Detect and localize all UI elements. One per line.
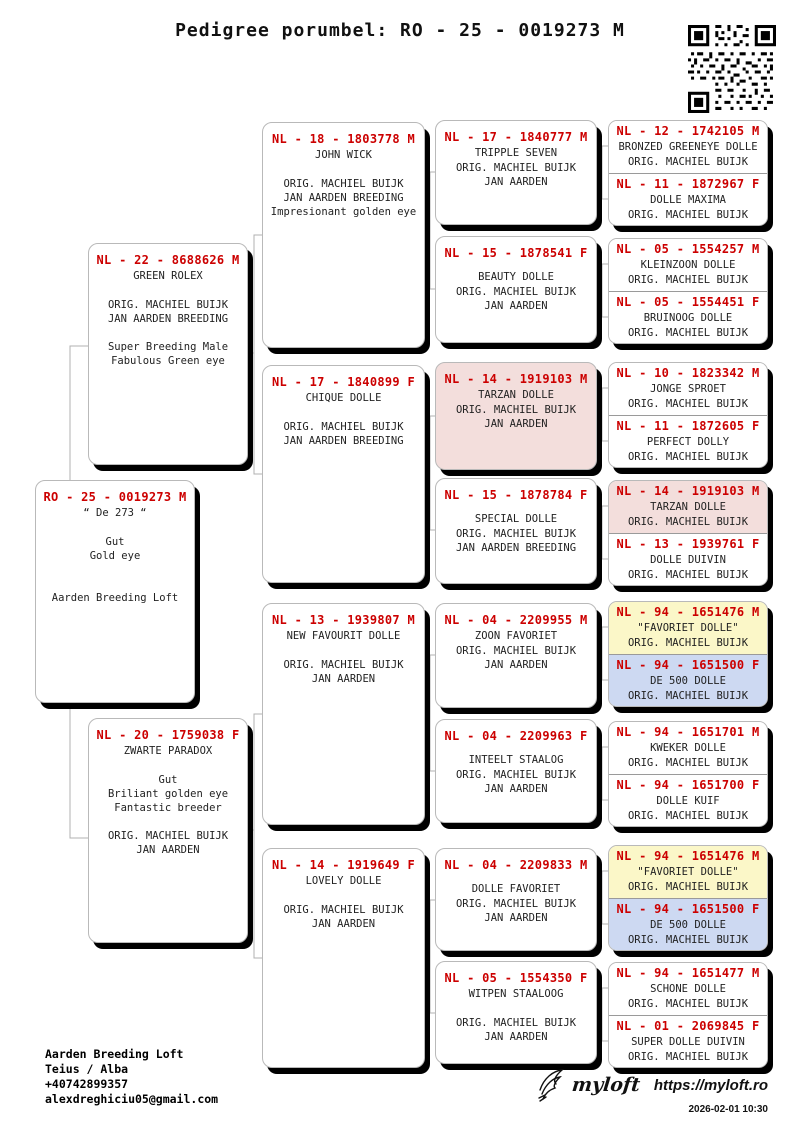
pigeon-name: LOVELY DOLLE: [305, 875, 382, 887]
pigeon-name: DE 500 DOLLE: [650, 675, 726, 687]
ring-number: NL - 05 - 1554350 F: [444, 971, 588, 985]
pigeon-name: DOLLE MAXIMA: [650, 194, 726, 206]
pedigree-box-gggp-2: [609, 173, 767, 225]
origin-line: ORIG. MACHIEL BUIJK: [627, 1051, 749, 1063]
pedigree-box-ggp-1: [435, 120, 597, 225]
origin-line: [436, 1002, 596, 1016]
ring-number: NL - 17 - 1840777 M: [444, 130, 588, 144]
info-line: Super Breeding Male: [107, 341, 229, 353]
info-line: [36, 577, 194, 591]
info-line: [89, 759, 247, 773]
pigeon-name: SUPER DOLLE DUIVIN: [631, 1036, 745, 1048]
info-line: [263, 644, 424, 658]
ring-number: NL - 04 - 2209833 M: [444, 858, 588, 872]
origin-line: ORIG. MACHIEL BUIJK: [455, 286, 577, 298]
pedigree-box-gp-1: [262, 122, 425, 348]
pedigree-box-ggp-7: [435, 848, 597, 951]
origin-line: ORIG. MACHIEL BUIJK: [627, 569, 749, 581]
pedigree-box-gggp-10: [609, 654, 767, 706]
info-line: JAN AARDEN: [136, 844, 200, 856]
myloft-brand: myloft: [570, 1074, 641, 1096]
ring-number: NL - 04 - 2209963 F: [444, 729, 588, 743]
ring-number: NL - 05 - 1554257 M: [616, 242, 760, 256]
info-line: Fabulous Green eye: [111, 355, 225, 367]
ring-number: NL - 94 - 1651476 M: [616, 605, 760, 619]
pigeon-name: JONGE SPROET: [650, 383, 726, 395]
origin-line: ORIG. MACHIEL BUIJK: [627, 998, 749, 1010]
ring-number: NL - 94 - 1651701 M: [616, 725, 760, 739]
pedigree-box-ggp-6: [435, 719, 597, 823]
ring-number: NL - 15 - 1878541 F: [444, 246, 588, 260]
origin-line: ORIG. MACHIEL BUIJK: [627, 810, 749, 822]
pedigree-box-gp-2: [262, 365, 425, 583]
pigeon-name: BRONZED GREENEYE DOLLE: [618, 141, 758, 153]
info-line: JAN AARDEN: [311, 918, 376, 930]
pedigree-box-father: [88, 243, 248, 465]
pedigree-box-ggp-3: [435, 362, 597, 470]
info-line: Impresionant golden eye: [270, 206, 417, 218]
origin-line: ORIG. MACHIEL BUIJK: [627, 451, 749, 463]
pedigree-box-ggp-4: [435, 478, 597, 584]
print-timestamp: 2026-02-01 10:30: [688, 1104, 768, 1115]
pigeon-name: JOHN WICK: [315, 149, 372, 161]
ring-number: NL - 15 - 1878784 F: [444, 488, 588, 502]
pigeon-name: DE 500 DOLLE: [650, 919, 726, 931]
ring-number: NL - 18 - 1803778 M: [272, 132, 415, 146]
pigeon-name: KLEINZOON DOLLE: [640, 259, 736, 271]
info-line: JAN AARDEN BREEDING: [283, 192, 404, 204]
pedigree-box-gggp-6: [609, 415, 767, 467]
info-line: [89, 326, 247, 340]
origin-line: ORIG. MACHIEL BUIJK: [627, 156, 749, 168]
pigeon-name: "FAVORIET DOLLE": [637, 622, 739, 634]
gen4-pair-6: [608, 721, 768, 827]
pedigree-box-gp-4: [262, 848, 425, 1068]
pigeon-name: "FAVORIET DOLLE": [637, 866, 739, 878]
origin-line: ORIG. MACHIEL BUIJK: [627, 274, 749, 286]
ring-number: NL - 05 - 1554451 F: [616, 295, 760, 309]
pigeon-name: BEAUTY DOLLE: [478, 271, 554, 283]
pedigree-box-gggp-5: [609, 363, 767, 415]
info-line: ORIG. MACHIEL BUIJK: [283, 178, 404, 190]
info-line: Gold eye: [89, 550, 141, 562]
pedigree-box-gggp-12: [609, 774, 767, 826]
ring-number: NL - 94 - 1651476 M: [616, 849, 760, 863]
pigeon-name: NEW FAVOURIT DOLLE: [286, 630, 401, 642]
pedigree-box-gggp-13: [609, 846, 767, 898]
pedigree-box-gp-3: [262, 603, 425, 825]
ring-number: NL - 14 - 1919103 M: [444, 372, 588, 386]
origin-line: ORIG. MACHIEL BUIJK: [455, 528, 577, 540]
info-line: ORIG. MACHIEL BUIJK: [107, 830, 229, 842]
loft-location: Teius / Alba: [45, 1062, 129, 1076]
pigeon-name: DOLLE KUIF: [656, 795, 720, 807]
origin-line: ORIG. MACHIEL BUIJK: [455, 769, 577, 781]
origin-line: ORIG. MACHIEL BUIJK: [627, 881, 749, 893]
ring-number: NL - 04 - 2209955 M: [444, 613, 588, 627]
pedigree-box-ggp-8: [435, 961, 597, 1064]
info-line: [36, 563, 194, 577]
info-line: Fantastic breeder: [114, 802, 222, 814]
info-line: ORIG. MACHIEL BUIJK: [283, 659, 404, 671]
breeder-contact: [45, 1047, 218, 1107]
info-line: ORIG. MACHIEL BUIJK: [283, 421, 404, 433]
info-line: [263, 889, 424, 903]
info-line: [263, 406, 424, 420]
origin-line: ORIG. MACHIEL BUIJK: [627, 516, 749, 528]
pedigree-box-gggp-11: [609, 722, 767, 774]
pedigree-box-gggp-7: [609, 481, 767, 533]
pigeon-name: “ De 273 “: [83, 507, 147, 519]
info-line: ORIG. MACHIEL BUIJK: [283, 904, 404, 916]
pedigree-box-mother: [88, 718, 248, 943]
origin-line: ORIG. MACHIEL BUIJK: [455, 898, 577, 910]
loft-name: Aarden Breeding Loft: [45, 1047, 184, 1061]
ring-number: NL - 94 - 1651500 F: [616, 658, 760, 672]
pigeon-name: TRIPPLE SEVEN: [474, 147, 558, 159]
pigeon-name: ZWARTE PARADOX: [123, 745, 213, 757]
origin-line: ORIG. MACHIEL BUIJK: [627, 209, 749, 221]
loft-phone: +40742899357: [45, 1077, 129, 1091]
origin-line: JAN AARDEN BREEDING: [455, 542, 577, 554]
origin-line: JAN AARDEN: [484, 176, 548, 188]
ring-number: NL - 12 - 1742105 M: [616, 124, 760, 138]
pigeon-name: TARZAN DOLLE: [478, 389, 554, 401]
ring-number: NL - 17 - 1840899 F: [272, 375, 415, 389]
gen4-pair-2: [608, 238, 768, 344]
origin-line: ORIG. MACHIEL BUIJK: [455, 404, 577, 416]
pigeon-name: INTEELT STAALOG: [468, 754, 564, 766]
origin-line: ORIG. MACHIEL BUIJK: [627, 934, 749, 946]
origin-line: ORIG. MACHIEL BUIJK: [627, 398, 749, 410]
pigeon-name: ZOON FAVORIET: [474, 630, 558, 642]
origin-line: ORIG. MACHIEL BUIJK: [455, 645, 577, 657]
ring-number: NL - 11 - 1872967 F: [616, 177, 760, 191]
origin-line: ORIG. MACHIEL BUIJK: [455, 1017, 577, 1029]
info-line: JAN AARDEN BREEDING: [107, 313, 229, 325]
origin-line: ORIG. MACHIEL BUIJK: [627, 690, 749, 702]
pigeon-name: DOLLE DUIVIN: [650, 554, 726, 566]
pigeon-name: GREEN ROLEX: [133, 270, 203, 282]
myloft-footer: [536, 1068, 768, 1115]
pedigree-box-gggp-14: [609, 898, 767, 950]
origin-line: JAN AARDEN: [484, 1031, 548, 1043]
info-line: [89, 815, 247, 829]
info-line: [89, 284, 247, 298]
ring-number: NL - 14 - 1919103 M: [616, 484, 760, 498]
origin-line: ORIG. MACHIEL BUIJK: [627, 327, 749, 339]
gen4-pair-7: [608, 845, 768, 951]
origin-line: JAN AARDEN: [484, 418, 548, 430]
info-line: Briliant golden eye: [107, 788, 229, 800]
origin-line: ORIG. MACHIEL BUIJK: [627, 757, 749, 769]
ring-number: NL - 13 - 1939761 F: [616, 537, 760, 551]
myloft-url[interactable]: https://myloft.ro: [653, 1076, 768, 1094]
info-line: [263, 163, 424, 177]
pigeon-name: KWEKER DOLLE: [650, 742, 726, 754]
info-line: Gut: [158, 774, 178, 786]
ring-number: NL - 01 - 2069845 F: [616, 1019, 760, 1033]
gen4-pair-3: [608, 362, 768, 468]
pedigree-box-gggp-16: [609, 1015, 767, 1067]
loft-email: alexdreghiciu05@gmail.com: [45, 1092, 219, 1106]
gen4-pair-4: [608, 480, 768, 586]
gen4-pair-8: [608, 962, 768, 1068]
ring-number: NL - 94 - 1651500 F: [616, 902, 760, 916]
pigeon-name: WITPEN STAALOOG: [468, 988, 564, 1000]
ring-number: NL - 13 - 1939807 M: [272, 613, 415, 627]
origin-line: JAN AARDEN: [484, 912, 548, 924]
ring-number: NL - 14 - 1919649 F: [272, 858, 415, 872]
info-line: JAN AARDEN: [311, 673, 376, 685]
pigeon-name: SCHONE DOLLE: [650, 983, 726, 995]
origin-line: ORIG. MACHIEL BUIJK: [455, 162, 577, 174]
pedigree-box-gggp-15: [609, 963, 767, 1015]
gen4-pair-1: [608, 120, 768, 226]
pedigree-box-gggp-3: [609, 239, 767, 291]
origin-line: ORIG. MACHIEL BUIJK: [627, 637, 749, 649]
ring-number: RO - 25 - 0019273 M: [43, 490, 187, 504]
pigeon-name: TARZAN DOLLE: [650, 501, 726, 513]
ring-number: NL - 22 - 8688626 M: [96, 253, 240, 267]
info-line: ORIG. MACHIEL BUIJK: [107, 299, 229, 311]
ring-number: NL - 20 - 1759038 F: [96, 728, 240, 742]
myloft-pigeon-logo-icon: [536, 1068, 566, 1102]
origin-line: JAN AARDEN: [484, 783, 548, 795]
pedigree-box-gggp-9: [609, 602, 767, 654]
pigeon-name: PERFECT DOLLY: [646, 436, 730, 448]
pigeon-name: DOLLE FAVORIET: [471, 883, 561, 895]
pedigree-box-ggp-2: [435, 236, 597, 343]
pedigree-box-subject: [35, 480, 195, 703]
ring-number: NL - 94 - 1651700 F: [616, 778, 760, 792]
ring-number: NL - 94 - 1651477 M: [616, 966, 760, 980]
ring-number: NL - 10 - 1823342 M: [616, 366, 760, 380]
pigeon-name: SPECIAL DOLLE: [474, 513, 558, 525]
pigeon-name: BRUINOOG DOLLE: [643, 312, 733, 324]
gen4-pair-5: [608, 601, 768, 707]
origin-line: JAN AARDEN: [484, 300, 548, 312]
pedigree-box-gggp-4: [609, 291, 767, 343]
pedigree-box-gggp-8: [609, 533, 767, 585]
info-line: Aarden Breeding Loft: [51, 592, 179, 604]
pedigree-box-gggp-1: [609, 121, 767, 173]
pedigree-box-ggp-5: [435, 603, 597, 708]
pigeon-name: CHIQUE DOLLE: [305, 392, 382, 404]
info-line: Gut: [105, 536, 125, 548]
info-line: JAN AARDEN BREEDING: [283, 435, 404, 447]
page-title: Pedigree porumbel: RO - 25 - 0019273 M: [175, 20, 625, 41]
ring-number: NL - 11 - 1872605 F: [616, 419, 760, 433]
origin-line: JAN AARDEN: [484, 659, 548, 671]
